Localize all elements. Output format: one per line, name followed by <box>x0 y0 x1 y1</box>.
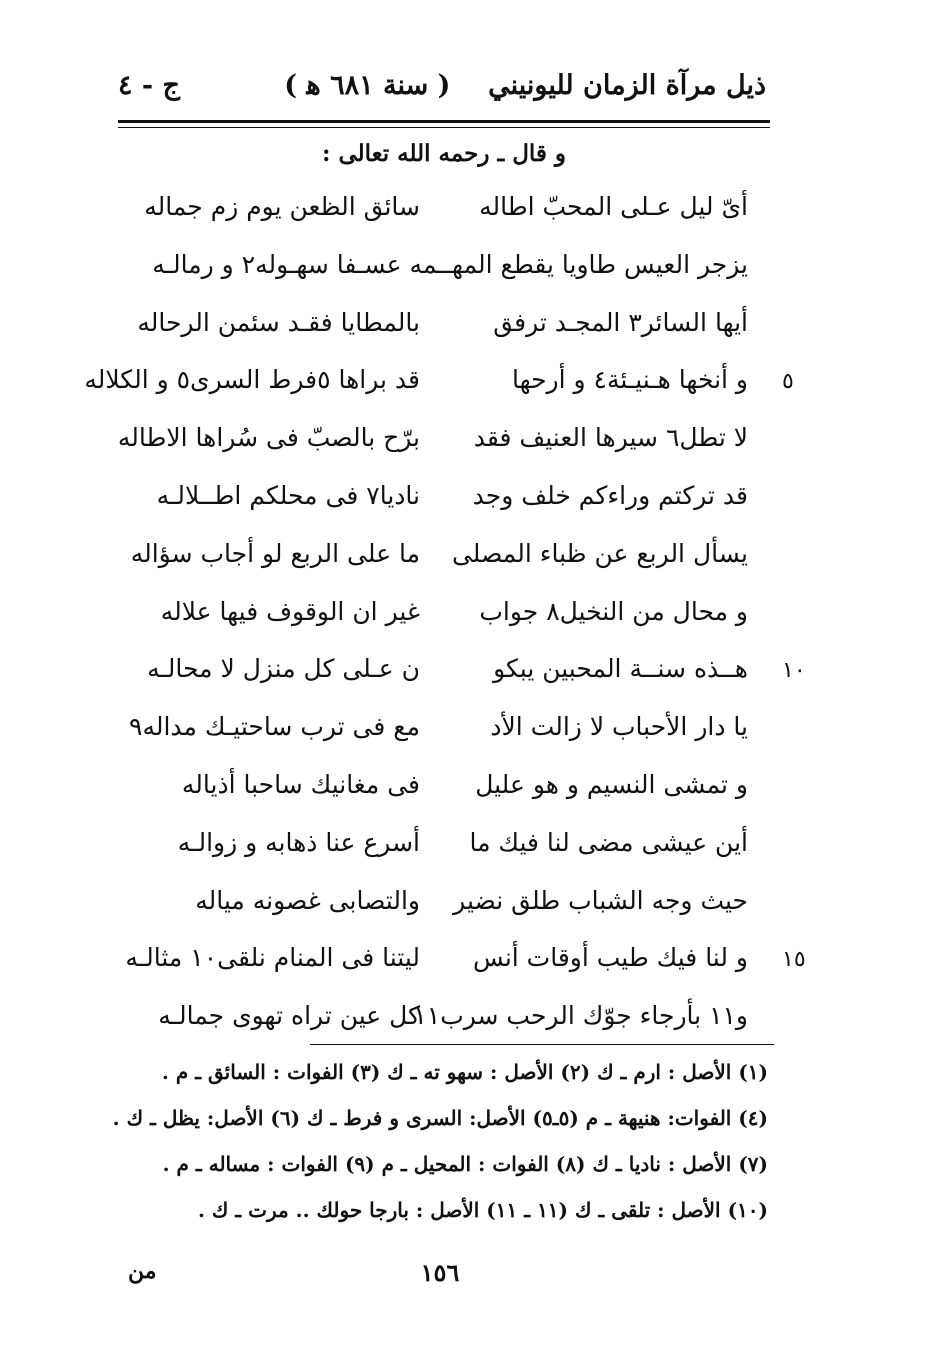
footnote-line: (٧) الأصل : ناديا ـ ك (٨) الفوات : المحيل ـ م (٩) الفوات : مساله ـ م . <box>162 1152 768 1176</box>
first-hemistich: لا تطل٦ سيرها العنيف فقد <box>473 423 748 453</box>
first-hemistich: أيها السائر٣ المجـد ترفق <box>493 307 748 337</box>
first-hemistich: و١١ بأرجاء جوّك الرحب سرب١١ <box>413 1001 748 1031</box>
poem <box>84 184 806 1051</box>
first-hemistich: يسأل الربع عن ظباء المصلى <box>451 538 748 568</box>
first-hemistich: و محال من النخيل٨ جواب <box>479 596 748 626</box>
verse-line <box>118 473 770 531</box>
page-number: ١٥٦ <box>420 1258 460 1287</box>
footnote-line: (١) الأصل : ارم ـ ك (٢) الأصل : سهو ته ـ ك (٣) الفوات : السائق ـ م . <box>161 1060 768 1084</box>
first-hemistich: هــذه سنــة المحبين يبكو <box>493 654 748 684</box>
verse-line <box>118 993 770 1051</box>
second-hemistich: ما على الربع لو أجاب سؤاله <box>130 538 420 568</box>
second-hemistich: مع فى ترب ساحتيـك مداله٩ <box>129 712 420 742</box>
verse-line <box>118 300 770 358</box>
second-hemistich: ن عـلى كل منزل لا محالـه <box>147 654 420 684</box>
second-hemistich: قد براها ٥فرط السرى٥ و الكلاله <box>84 365 420 395</box>
first-hemistich: و تمشى النسيم و هو عليل <box>475 769 748 799</box>
book-title: ذيل مرآة الزمان لليونيني <box>488 70 766 101</box>
header-rule-thin <box>118 127 770 128</box>
verse-line <box>118 704 770 762</box>
verse-line <box>118 531 770 589</box>
footnote-rule <box>310 1044 774 1045</box>
verse-line <box>84 357 794 415</box>
second-hemistich: برّح بالصبّ فى سُراها الاطاله <box>117 423 420 453</box>
second-hemistich: ناديا٧ فى محلكم اطــلالـه <box>156 480 420 510</box>
volume-number: ج - ٤ <box>118 70 180 101</box>
second-hemistich: ليتنا فى المنام نلقى١٠ مثالـه <box>125 943 420 973</box>
running-header <box>118 62 766 118</box>
verse-line <box>118 878 770 936</box>
footnotes <box>108 1060 768 1244</box>
first-hemistich: و أنخها هـنيـئة٤ و أرحها <box>511 365 748 395</box>
first-hemistich: و لنا فيك طيب أوقات أنس <box>472 943 748 973</box>
verse-line <box>118 184 770 242</box>
second-hemistich: كل عين تراه تهوى جمالـه <box>158 1001 420 1031</box>
first-hemistich: أين عيشى مضى لنا فيك ما <box>469 827 748 857</box>
second-hemistich: غير ان الوقوف فيها علاله <box>160 596 420 626</box>
first-hemistich: يزجر العيس طاويا يقطع المهــمه عسـفا سهـوله٢ و رمالـه <box>152 249 748 279</box>
second-hemistich: بالمطايا فقـد سئمن الرحاله <box>137 307 420 337</box>
verse-line <box>118 762 770 820</box>
footnote-line: (١٠) الأصل : تلقى ـ ك (١١ ـ ١١) الأصل : بارجا حولك .. مرت ـ ك . <box>197 1198 768 1222</box>
verse-line <box>118 415 770 473</box>
poem-intro: و قال ـ رحمه الله تعالى : <box>321 140 567 167</box>
verse-line <box>118 646 806 704</box>
first-hemistich: حيث وجه الشباب طلق نضير <box>453 885 748 915</box>
catchword: من <box>128 1258 157 1284</box>
first-hemistich: أىّ ليل عـلى المحبّ اطاله <box>479 192 748 221</box>
footnote-line: (٤) الفوات: هنيهة ـ م (٥ـ٥) الأصل: السرى و فرط ـ ك (٦) الأصل: يظل ـ ك . <box>112 1106 768 1130</box>
verse-line <box>118 935 806 993</box>
second-hemistich: سائق الظعن يوم زم جماله <box>144 192 420 221</box>
second-hemistich: أسرع عنا ذهابه و زوالـه <box>177 827 420 857</box>
second-hemistich: والتصابى غصونه مياله <box>195 885 420 915</box>
line-number: ٥ <box>782 369 794 395</box>
second-hemistich: فى مغانيك ساحبا أذياله <box>181 769 420 799</box>
header-title-group <box>284 70 766 101</box>
header-rule-thick <box>118 120 770 123</box>
first-hemistich: يا دار الأحباب لا زالت الأد <box>490 712 748 742</box>
line-number: ١٠ <box>782 658 806 684</box>
verse-line <box>118 820 770 878</box>
verse-line <box>118 242 770 300</box>
line-number: ١٥ <box>782 947 806 973</box>
header-year: ( سنة ٦٨١ ﻫ ) <box>284 70 451 101</box>
first-hemistich: قد تركتم وراءكم خلف وجد <box>472 480 748 510</box>
verse-line <box>118 589 770 647</box>
